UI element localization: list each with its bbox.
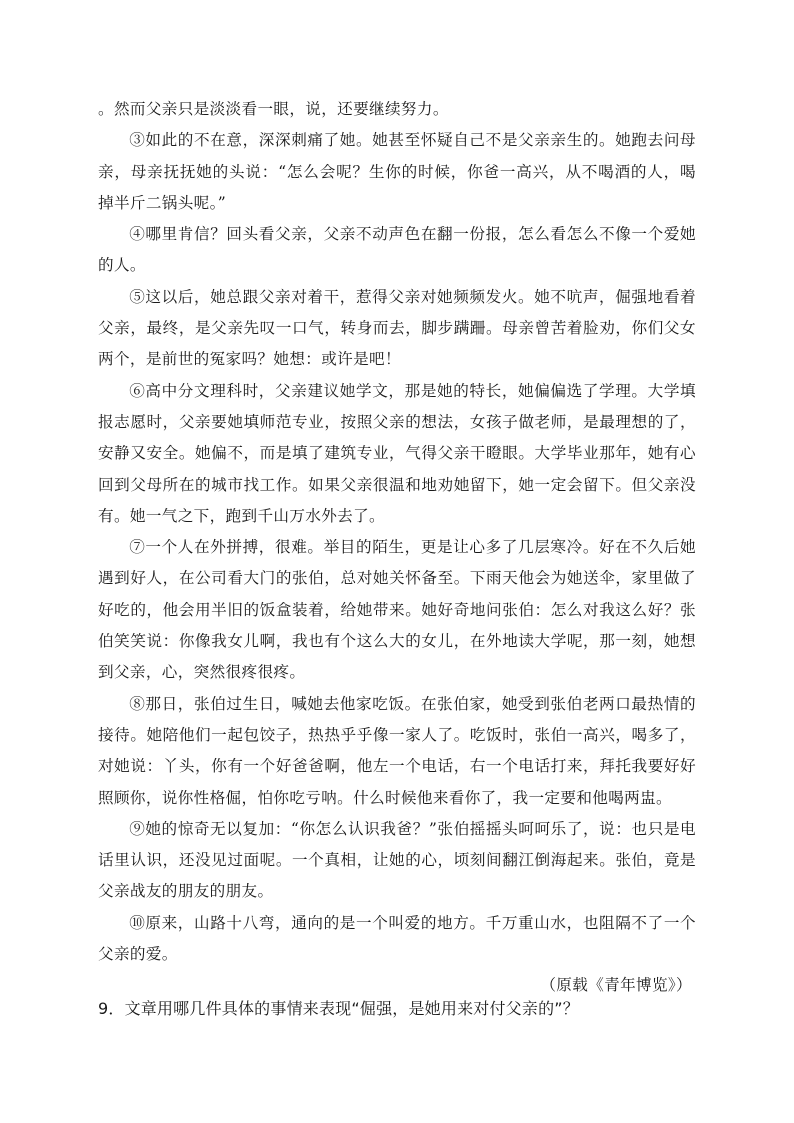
- paragraph-3: ③如此的不在意，深深刺痛了她。她甚至怀疑自己不是父亲亲生的。她跑去问母亲，母亲抚抚她的头说：“怎么会呢？生你的时候，你爸一高兴，从不喝酒的人，喝掉半斤二锅头呢。”: [98, 131, 696, 212]
- paragraph-5: ⑤这以后，她总跟父亲对着干，惹得父亲对她频频发火。她不吭声，倔强地看着父亲，最终，是父亲先叹一口气，转身而去，脚步蹒跚。母亲曾苦着脸劝，你们父女两个，是前世的冤家吗？她想：或许是吧！: [98, 287, 696, 369]
- passage-lead-in: 。然而父亲只是淡淡看一眼，说，还要继续努力。: [98, 100, 449, 118]
- paragraph-9: ⑨她的惊奇无以复加：“你怎么认识我爸？”张伯摇摇头呵呵乐了，说：也只是电话里认识，还没见过面呢。一个真相，让她的心，顷刻间翻江倒海起来。张伯，竟是父亲战友的朋友的朋友。: [98, 819, 696, 901]
- reading-passage: [98, 94, 696, 1002]
- paragraph-6: ⑥高中分文理科时，父亲建议她学文，那是她的特长，她偏偏选了学理。大学填报志愿时，父亲要她填师范专业，按照父亲的想法，女孩子做老师，是最理想的了，安静又安全。她偏不，而是填了建筑专业，气得父亲干瞪眼。大学毕业那年，她有心回到父母所在的城市找工作。如果父亲很温和地劝她留下，她一定会留下。但父亲没有。她一气之下，跑到千山万水外去了。: [98, 381, 696, 525]
- paragraph-8: ⑧那日，张伯过生日，喊她去他家吃饭。在张伯家，她受到张伯老两口最热情的接待。她陪他们一起包饺子，热热乎乎像一家人了。吃饭时，张伯一高兴，喝多了，对她说：丫头，你有一个好爸爸啊，他左一个电话，右一个电话打来，拜托我要好好照顾你，说你性格倔，怕你吃亏呐。什么时候他来看你了，我一定要和他喝两盅。: [98, 694, 696, 807]
- question-9: 9．文章用哪几件具体的事情来表现“倔强，是她用来对付父亲的”？: [98, 999, 579, 1018]
- paragraph-4: ④哪里肯信？回头看父亲，父亲不动声色在翻一份报，怎么看怎么不像一个爱她的人。: [98, 225, 696, 275]
- source-citation: （原载《青年博览》）: [540, 976, 692, 995]
- paragraph-7: ⑦一个人在外拼搏，很难。举目的陌生，更是让心多了几层寒冷。好在不久后她遇到好人，在公司看大门的张伯，总对她关怀备至。下雨天他会为她送伞，家里做了好吃的，他会用半旧的饭盒装着，给她带来。她好奇地问张伯：怎么对我这么好？张伯笑笑说：你像我女儿啊，我也有个这么大的女儿，在外地读大学呢，那一刻，她想到父亲，心，突然很疼很疼。: [98, 538, 696, 682]
- paragraph-10: ⑩原来，山路十八弯，通向的是一个叫爱的地方。千万重山水，也阻隔不了一个父亲的爱。: [98, 913, 696, 964]
